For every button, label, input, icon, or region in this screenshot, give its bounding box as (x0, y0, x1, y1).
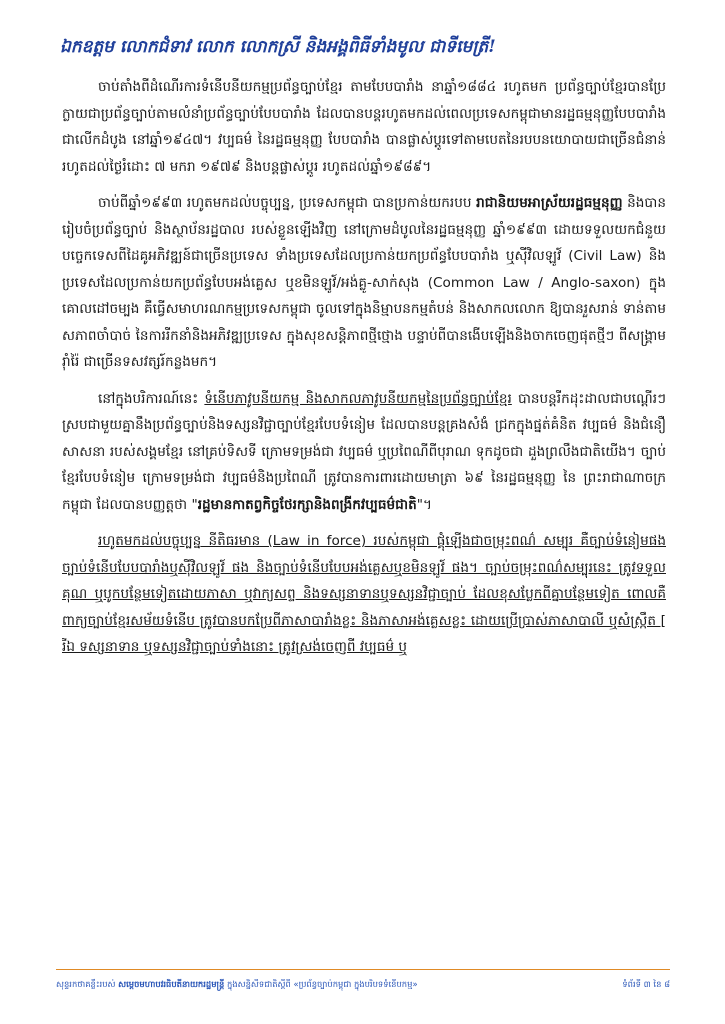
paragraph-1-text: ចាប់តាំងពីដំណើរការទំនើបនីយកម្មប្រព័ន្ធច្បាប់ខ្មែរ តាមបែបបារាំង នាឆ្នាំ១៨៨៤ រហូតមក ប្រព័ន្ធច្បាប់ខ្មែរបានប្រែក្លាយជាប្រព័ន្ធច្បាប់តាមលំនាំប្រព័ន្ធច្បាប់បែបបារាំង ដែលបានបន្តរហូតមកដល់ពេលប្រទេសកម្ពុជាមានរដ្ឋធម្មនុញ្ញបែបបារាំងជាលើកដំបូង នៅឆ្នាំ១៩៤៧។ វប្បធម៌ នៃរដ្ឋធម្មនុញ្ញ បែបបារាំង បានផ្លាស់ប្តូរទៅតាមបេតនៃរបបនយោបាយជាច្រើនជំនាន់ រហូតដល់ថ្ងៃរំដោះ ៧ មករា ១៩៧៩ និងបន្តផ្លាស់ប្តូរ រហូតដល់ឆ្នាំ១៩៨៩។ (62, 79, 666, 175)
paragraph-1 (62, 74, 666, 180)
paragraph-2-text-b: និងបានរៀបចំប្រព័ន្ធច្បាប់ និងស្ថាប័នរដ្ឋបាល របស់ខ្លួនឡើងវិញ នៅក្រោមដំបូលនៃរដ្ឋធម្មនុញ្ញ ឆ្នាំ១៩៩៣ ដោយទទួលយកជំនួយបច្ចេកទេសពីដៃគូអភិវឌ្ឍន៍ជាច្រើនប្រទេស ទាំងប្រទេសដែលប្រកាន់យកប្រព័ន្ធបែបបារាំង ឬស៊ីវិលឡូវ៍ (Civil Law) និងប្រទេសដែលប្រកាន់យកប្រព័ន្ធបែបអង់គ្លេស ឬខមិនឡូវ៍/អង់គ្លូ-សាក់សុង (Common Law / Anglo-saxon) ក្នុងគោលដៅចម្បង គឺធ្វើសមាហរណកម្មប្រទេសកម្ពុជា ចូលទៅក្នុងនិម្មាបនកម្មតំបន់ និងសាកលលោក ឱ្យបានរួសរាន់ ទាន់តាមសភាពចាំបាច់ នៃការរីកនាំនិងអភិវឌ្ឍប្រទេស ក្នុងសុខសន្តិភាពថ្មីថ្មោង បន្ទាប់ពីបានងើបឡើងនិងចាកចេញផុតថ្មីៗ ពីសង្គ្រាមរ៉ាំរ៉ៃ ជាច្រើនទសវត្សរ៍កន្លងមក។ (62, 195, 666, 370)
page-footer (56, 974, 670, 994)
paragraph-3-quote: រដ្ឋមានកាតព្វកិច្ចថែរក្សានិងពង្រីកវប្បធម៌ជាតិ (197, 496, 417, 513)
footer-caption (56, 974, 418, 994)
paragraph-3-text-c: "។ (416, 496, 432, 513)
page-title: ឯកឧត្តម លោកជំទាវ លោក លោកស្រី និងអង្គពិធីទាំងមូល ជាទីមេត្រី! (60, 37, 496, 57)
paragraph-4 (62, 528, 666, 661)
paragraph-4-text: រហូតមកដល់បច្ចុប្បន្ន នីតិធរមាន (Law in force) របស់កម្ពុជា ផ្គុំឡើងជាចម្រុះពណ៌ សម្បុរ គឺច្បាប់ទំនៀមផង ច្បាប់ទំនើបបែបបារាំងឬស៊ីវិលឡូវ៍ ផង និងច្បាប់ទំនើបបែបអង់គ្លេសឬខមិនឡូវ៍ ផង។ ច្បាប់ចម្រុះពណ៌សម្បុរនេះ ត្រូវទទួលគុណ ឬបូកបន្ថែមទៀតដោយភាសា ឬវាក្យសព្ទ និងទស្សនាទានឬទស្សនវិជ្ជាច្បាប់ ដែលខុសប្លែកពីគ្នាបន្ថែមទៀត ពោលគឺពាក្យច្បាប់ខ្មែរសម័យទំនើប ត្រូវបានបកប្រែពីភាសាបារាំងខ្លះ និងភាសាអង់គ្លេសខ្លះ ដោយប្រើប្រាស់ភាសាបាលី ឬសំស្ក្រឹត [ រីឯ ទស្សនាទាន ឬទស្សនវិជ្ជាច្បាប់ទាំងនោះ ត្រូវស្រង់ចេញពី វប្បធម៌ ឬ (62, 533, 666, 655)
paragraph-3-underlined: ទំនើបភាវូបនីយកម្ម និងសាកលភាវូបនីយកម្មនៃប្រព័ន្ធច្បាប់ខ្មែរ (204, 390, 512, 407)
footer-speaker: សម្ដេចមហាបវរធិបតីនាយករដ្ឋមន្ត្រី (118, 979, 225, 989)
footer-event: ក្នុងសន្និសីទជាតិស្តីពី «ប្រព័ន្ធច្បាប់កម្ពុជា ក្នុងបរិបទទំនើបកម្ម» (224, 979, 418, 989)
paragraph-3-text-a: នៅក្នុងបរិការណ៍នេះ (98, 390, 205, 407)
footer-prefix: សុន្ទរកថាគន្លឹះរបស់ (56, 979, 119, 989)
paragraph-2-emphasis: រាជានិយមអាស្រ័យរដ្ឋធម្មនុញ្ញ (476, 195, 623, 211)
paragraph-2 (62, 190, 666, 376)
paragraph-3-text-b: បានបន្តរីកដុះដាលជាបណ្ដើរៗ ស្របជាមួយគ្នានឹងប្រព័ន្ធច្បាប់និងទស្សនវិជ្ជាច្បាប់ខ្មែរបែបទំនៀម ដែលបានបន្តគ្រងសំងំ ជ្រកក្នុងផ្នត់គំនិត វប្បធម៌ និងជំនឿសាសនា របស់សង្គមខ្មែរ នៅគ្រប់ទិសទី ក្រោមទម្រង់ជា វប្បធម៌ ឬប្រពៃណីពីបុរាណ ទុកដូចជា ដួងព្រលឹងជាតិយើង។ ច្បាប់ខ្មែរបែបទំនៀម ក្រោមទម្រង់ជា វប្បធម៌និងប្រពៃណី ត្រូវបានការពារដោយមាត្រា ៦៩ នៃរដ្ឋធម្មនុញ្ញ នៃ ព្រះរាជាណាចក្រកម្ពុជា ដែលបានបញ្ញត្តថា " (62, 390, 666, 513)
body-text (62, 74, 666, 958)
footer-divider (56, 969, 670, 970)
paragraph-3 (62, 386, 666, 519)
page-number: ទំព័រទី ៣ នៃ ៨ (622, 979, 670, 989)
paragraph-2-text-a: ចាប់ពីឆ្នាំ១៩៩៣ រហូតមកដល់បច្ចុប្បន្ន, ប្រទេសកម្ពុជា បានប្រកាន់យករបប (98, 195, 477, 211)
